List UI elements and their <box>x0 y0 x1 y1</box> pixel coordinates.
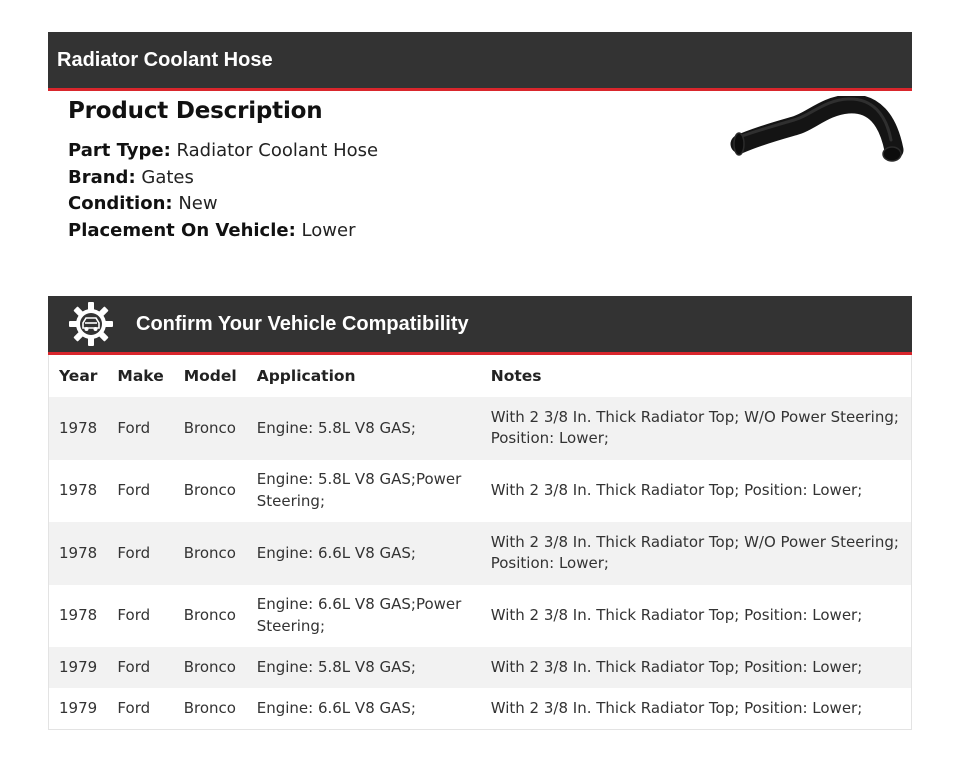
cell-make: Ford <box>117 606 151 624</box>
col-year: Year <box>59 367 98 385</box>
cell-notes: With 2 3/8 In. Thick Radiator Top; Position: Lower; <box>490 481 863 499</box>
cell-make: Ford <box>117 481 151 499</box>
description-heading: Product Description <box>68 98 323 124</box>
cell-model: Bronco <box>183 698 236 717</box>
cell-application: Engine: 6.6L V8 GAS;Power Steering; <box>256 595 462 635</box>
cell-year: 1979 <box>59 657 98 676</box>
field-value: New <box>178 193 218 214</box>
cell-model: Bronco <box>183 657 236 676</box>
table-row <box>49 688 911 729</box>
cell-model: Bronco <box>183 418 236 437</box>
field-label: Brand: <box>68 166 136 188</box>
cell-year: 1979 <box>59 698 98 717</box>
cell-make: Ford <box>117 657 151 676</box>
cell-application: Engine: 5.8L V8 GAS; <box>256 657 416 676</box>
cell-notes: With 2 3/8 In. Thick Radiator Top; W/O Power Steering; Position: Lower; <box>490 407 899 448</box>
col-model: Model <box>183 367 237 385</box>
compatibility-title: Confirm Your Vehicle Compatibility <box>136 312 469 335</box>
product-hose-image <box>728 96 908 172</box>
table-row <box>49 460 911 523</box>
compatibility-table <box>48 355 912 730</box>
col-notes: Notes <box>490 367 542 385</box>
cell-year: 1978 <box>59 418 98 437</box>
cell-year: 1978 <box>59 606 98 624</box>
cell-application: Engine: 6.6L V8 GAS; <box>256 698 416 717</box>
field-value: Gates <box>141 166 194 188</box>
cell-application: Engine: 5.8L V8 GAS;Power Steering; <box>256 470 462 510</box>
field-value: Lower <box>301 219 356 241</box>
cell-notes: With 2 3/8 In. Thick Radiator Top; Position: Lower; <box>490 657 863 676</box>
cell-model: Bronco <box>183 543 236 562</box>
table-header-row <box>49 355 911 397</box>
cell-application: Engine: 5.8L V8 GAS; <box>256 418 416 437</box>
field-value: Radiator Coolant Hose <box>176 140 379 161</box>
table-row <box>49 522 911 585</box>
compatibility-bar <box>48 296 912 355</box>
field-condition <box>68 191 688 218</box>
product-description <box>68 98 688 244</box>
field-placement <box>68 218 688 245</box>
gear-car-icon <box>68 301 114 347</box>
cell-notes: With 2 3/8 In. Thick Radiator Top; Position: Lower; <box>490 606 863 624</box>
field-label: Placement On Vehicle: <box>68 219 296 241</box>
product-title: Radiator Coolant Hose <box>57 48 273 71</box>
cell-notes: With 2 3/8 In. Thick Radiator Top; W/O Power Steering; Position: Lower; <box>490 532 899 573</box>
product-title-bar <box>48 32 912 91</box>
cell-model: Bronco <box>183 481 236 499</box>
cell-model: Bronco <box>183 606 236 624</box>
cell-make: Ford <box>117 418 151 437</box>
cell-make: Ford <box>117 698 151 717</box>
col-application: Application <box>256 367 356 385</box>
table-row <box>49 585 911 648</box>
cell-notes: With 2 3/8 In. Thick Radiator Top; Position: Lower; <box>490 698 863 717</box>
cell-year: 1978 <box>59 481 98 499</box>
field-label: Condition: <box>68 193 173 214</box>
cell-year: 1978 <box>59 543 98 562</box>
col-make: Make <box>117 367 164 385</box>
cell-make: Ford <box>117 543 151 562</box>
field-part-type <box>68 138 688 165</box>
field-brand <box>68 165 688 192</box>
cell-application: Engine: 6.6L V8 GAS; <box>256 543 416 562</box>
table-row <box>49 647 911 688</box>
table-row <box>49 397 911 460</box>
field-label: Part Type: <box>68 140 171 161</box>
